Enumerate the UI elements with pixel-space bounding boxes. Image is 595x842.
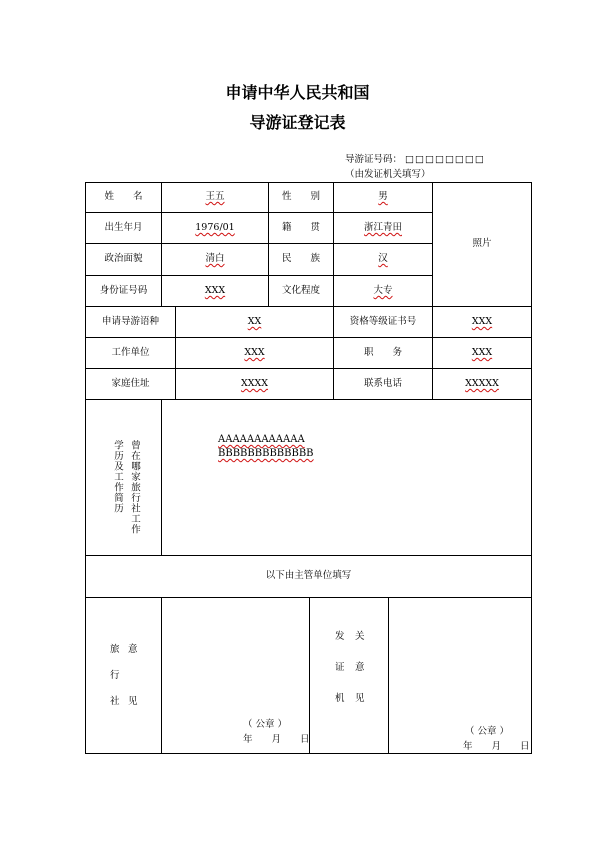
grade-cert-label: 资格等级证书号 — [349, 316, 417, 327]
origin-label: 籍 贯 — [281, 222, 320, 233]
resume-line-2: BBBBBBBBBBBBB — [218, 448, 314, 459]
cert-number-label: 导游证号码： — [345, 154, 403, 165]
col-divider — [309, 597, 310, 753]
col-divider — [161, 597, 162, 753]
form-title-line1: 申请中华人民共和国 — [225, 83, 370, 102]
birth-value: 1976/01 — [195, 222, 235, 233]
issuer-opinion-char: 见 — [355, 693, 365, 704]
position-value: XXX — [471, 347, 493, 358]
name-label: 姓 名 — [104, 191, 143, 202]
table-border-left — [85, 182, 86, 754]
agency-opinion-char: 旅 — [110, 644, 120, 655]
issuer-opinion-char: 关 — [355, 631, 365, 642]
education-value: 大专 — [373, 285, 393, 296]
cert-number-field — [345, 151, 485, 165]
row-divider — [85, 306, 532, 307]
row-divider — [85, 243, 432, 244]
row-divider — [85, 555, 532, 556]
resume-content — [218, 433, 314, 461]
ethnicity-label: 民 族 — [281, 253, 320, 264]
id-number-value: XXX — [204, 285, 226, 296]
agency-opinion-char: 见 — [128, 696, 138, 707]
origin-value: 浙江青田 — [363, 222, 402, 233]
row-divider — [85, 337, 532, 338]
issuer-opinion-char: 证 — [335, 662, 345, 673]
issuer-date-label: 年 月 日 — [463, 741, 530, 752]
address-label: 家庭住址 — [111, 378, 150, 389]
table-border-top — [85, 182, 532, 183]
agency-date-label: 年 月 日 — [243, 734, 310, 745]
phone-value: XXXXX — [465, 378, 499, 389]
language-value: XX — [247, 316, 262, 327]
issuer-opinion-char: 发 — [335, 631, 345, 642]
politics-value: 清白 — [205, 253, 225, 264]
row-divider — [85, 399, 532, 400]
ethnicity-value: 汉 — [378, 253, 388, 264]
cert-number-boxes: □□□□□□□□ — [405, 154, 485, 165]
col-divider — [161, 399, 162, 555]
row-divider — [85, 275, 432, 276]
gender-label: 性 别 — [281, 191, 320, 202]
education-label: 文化程度 — [281, 285, 320, 296]
agency-opinion-char: 意 — [128, 644, 138, 655]
issuer-opinion-char: 意 — [355, 662, 365, 673]
form-title-line2: 导游证登记表 — [249, 113, 346, 132]
table-border-bottom — [85, 753, 532, 754]
grade-cert-value: XXX — [471, 316, 493, 327]
agency-seal-label: （ 公章 ） — [243, 719, 288, 730]
cert-number-note: （由发证机关填写） — [345, 169, 431, 180]
table-border-right — [531, 182, 532, 754]
resume-label-col2: 曾在哪家旅行社工作 — [129, 440, 140, 535]
address-value: XXXX — [240, 378, 269, 389]
resume-label-col1: 学历及工作简历 — [112, 440, 123, 514]
language-label: 申请导游语种 — [101, 316, 159, 327]
photo-placeholder: 照片 — [472, 238, 492, 249]
birth-label: 出生年月 — [104, 222, 143, 233]
agency-opinion-char: 行 — [110, 670, 120, 681]
name-value: 王五 — [205, 191, 225, 202]
agency-opinion-char: 社 — [110, 696, 120, 707]
row-divider — [85, 368, 532, 369]
position-label: 职 务 — [363, 347, 402, 358]
employer-label: 工作单位 — [111, 347, 150, 358]
authority-section-label: 以下由主管单位填写 — [265, 570, 352, 581]
phone-label: 联系电话 — [363, 378, 402, 389]
issuer-opinion-char: 机 — [335, 693, 345, 704]
row-divider — [85, 212, 432, 213]
issuer-seal-label: （ 公章 ） — [465, 726, 510, 737]
id-number-label: 身份证号码 — [99, 285, 148, 296]
resume-line-1: AAAAAAAAAAAA — [218, 434, 305, 445]
gender-value: 男 — [378, 191, 388, 202]
col-divider — [388, 597, 389, 753]
employer-value: XXX — [244, 347, 265, 358]
politics-label: 政治面貌 — [104, 253, 143, 264]
